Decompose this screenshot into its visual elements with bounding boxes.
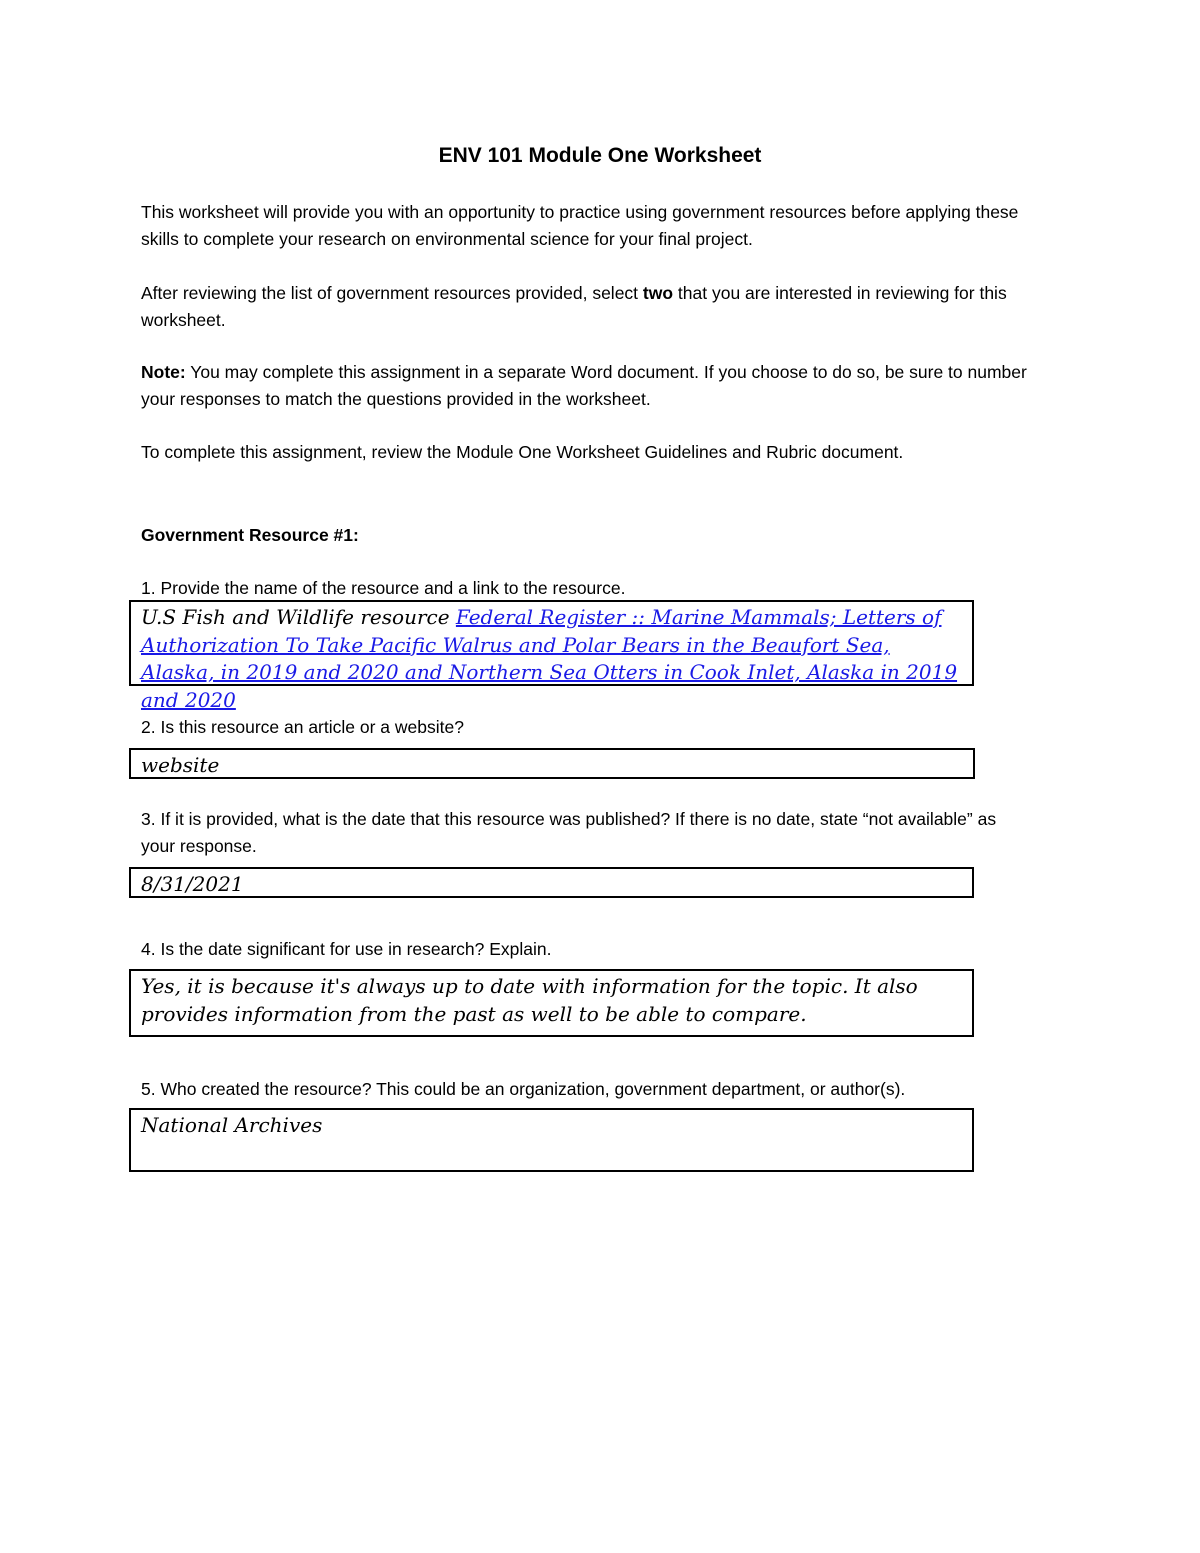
answer-1-prefix: U.S Fish and Wildlife resource xyxy=(141,605,456,629)
instruction-emphasis: two xyxy=(642,283,674,303)
intro-paragraph: This worksheet will provide you with an opportunity to practice using government resources before applying these skills to complete your research on environmental science for your final project. xyxy=(141,202,1019,249)
question-3-text: If it is provided, what is the date that this resource was published? If there is no date, state “not available” as your response. xyxy=(141,809,997,856)
instruction-text-start: After reviewing the list of government resources provided, select xyxy=(141,283,643,303)
instruction-paragraph xyxy=(141,280,1061,333)
answer-1-link[interactable]: Federal Register :: Marine Mammals; Letters of Authorization To Take Pacific Walrus and Polar Bears in the Beaufort Sea, Alaska, in 2019 and 2020 and Northern Sea Otters in Cook Inlet, Alaska in 2019 and 2020 xyxy=(141,605,958,712)
section-heading: Government Resource #1: xyxy=(141,525,359,545)
question-5-number: 5. xyxy=(141,1079,156,1099)
guidelines-paragraph: To complete this assignment, review the Module One Worksheet Guidelines and Rubric document. xyxy=(141,442,904,462)
question-1-number: 1. xyxy=(141,578,156,598)
answer-2-text: website xyxy=(141,753,220,777)
answer-5-text: National Archives xyxy=(141,1113,323,1137)
question-4-text: Is the date significant for use in research? Explain. xyxy=(155,939,552,959)
document-title: ENV 101 Module One Worksheet xyxy=(438,144,762,167)
note-text: You may complete this assignment in a separate Word document. If you choose to do so, be sure to number your responses to match the questions provided in the worksheet. xyxy=(141,362,1027,409)
question-1 xyxy=(141,575,1041,602)
question-5-text: Who created the resource? This could be an organization, government department, or author(s). xyxy=(155,1079,906,1099)
answer-3-text: 8/31/2021 xyxy=(141,872,244,896)
note-label: Note: xyxy=(141,362,186,382)
question-2 xyxy=(141,714,1041,741)
answer-4-text: Yes, it is because it's always up to date with information for the topic. It also provides information from the past as well to be able to compare. xyxy=(141,974,918,1026)
instruction-text-end: that you are interested in reviewing for this worksheet. xyxy=(141,283,1007,330)
answer-box-4[interactable] xyxy=(129,969,974,1037)
question-5 xyxy=(141,1076,1061,1103)
question-2-text: Is this resource an article or a website? xyxy=(155,717,464,737)
question-4-number: 4. xyxy=(141,939,156,959)
question-3-number: 3. xyxy=(141,809,156,829)
answer-box-3[interactable] xyxy=(129,867,974,898)
question-4 xyxy=(141,936,1041,963)
note-paragraph xyxy=(141,359,1061,412)
question-2-number: 2. xyxy=(141,717,156,737)
question-1-text: Provide the name of the resource and a link to the resource. xyxy=(155,578,626,598)
answer-box-1[interactable] xyxy=(129,600,974,712)
answer-box-5[interactable] xyxy=(129,1108,974,1172)
question-3 xyxy=(141,806,1021,860)
answer-box-2[interactable] xyxy=(129,748,975,779)
